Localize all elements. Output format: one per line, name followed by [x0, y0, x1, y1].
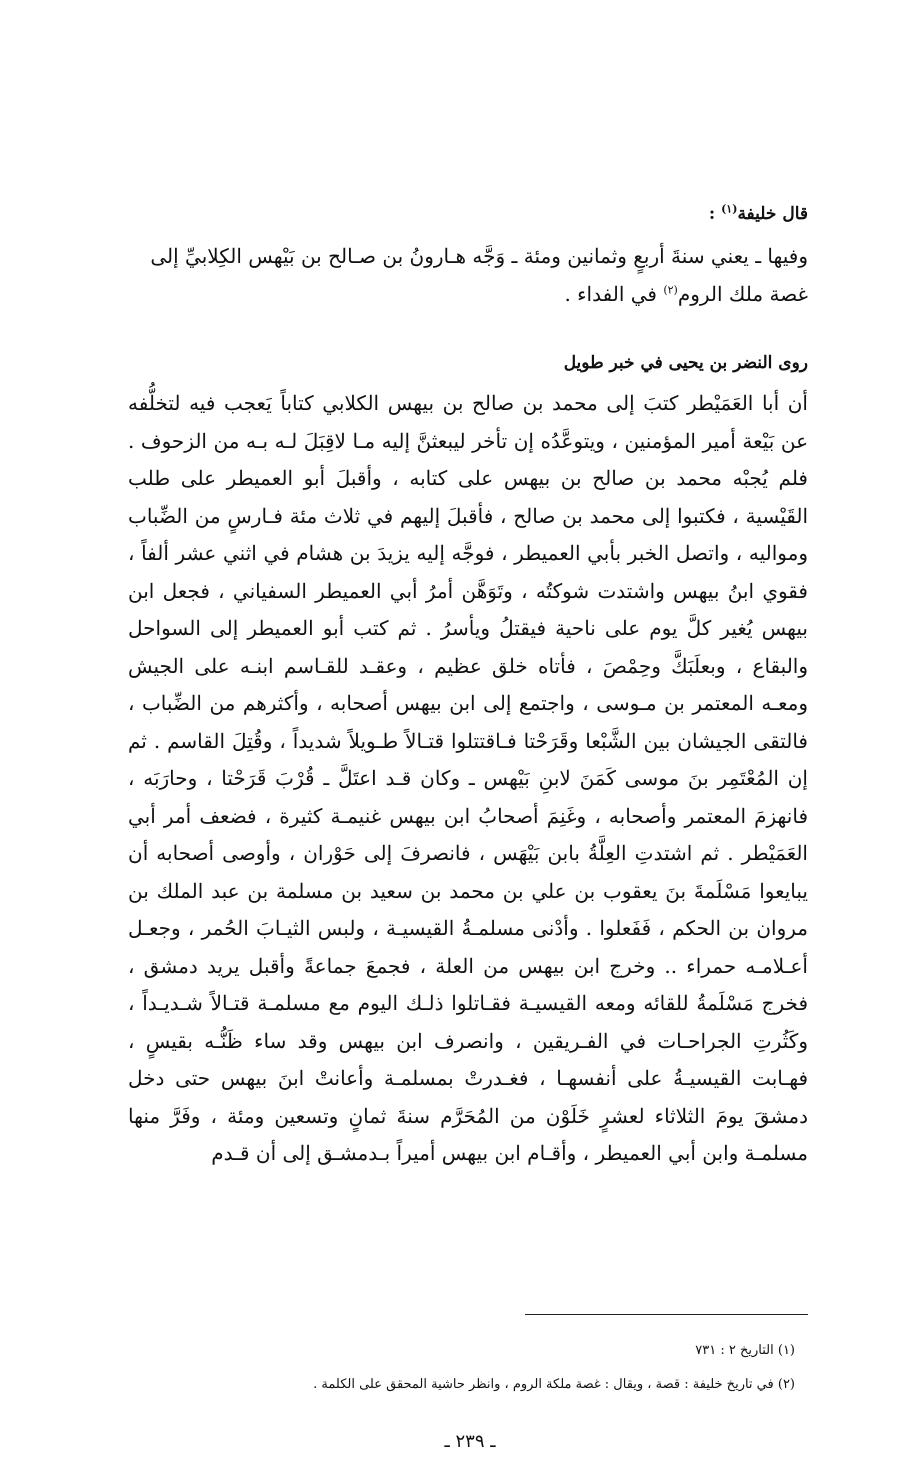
intro-line-1: وفيها ـ يعني سنةَ أربعٍ وثمانين ومئة ـ وَجَّه هـارونُ بن صـالح بن بَيْهس الكِلابيِّ إلى	[150, 244, 808, 268]
spacer	[128, 313, 808, 349]
intro-line-2-tail: في الفداء .	[564, 281, 664, 306]
intro-line-2-text: غصة ملك الروم	[677, 281, 808, 306]
header-text: قال خليفة	[737, 204, 808, 224]
main-text	[128, 200, 808, 1173]
footnote-ref-2: (٢)	[663, 282, 678, 296]
footnote-ref-1: (١)	[721, 202, 738, 216]
body-paragraph: أن أبا العَمَيْطر كتبَ إلى محمد بن صالح بن بيهس الكلابي كتاباً يَعجب فيه لتخلُّفه عن بَيْعة أمير المؤمنين ، ويتوعَّدُه إن تأخر ليبعثنَّ إليه مـا لاقِبَلَ لـه بـه من الزحوف . فلم يُجبْه محمد بن صالح بن بيهس على كتابه ، وأقبلَ أبو العميطر على طلب القَيْسية ، فكتبوا إلى محمد بن صالح ، فأقبلَ إليهم في ثلاث مئة فـارسٍ من الضِّباب ومواليه ، واتصل الخبر بأبي العميطر ، فوجَّه إليه يزيدَ بن هشام في اثني عشر ألفاً ، فقوي ابنُ بيهس واشتدت شوكتُه ، وتَوَهَّن أمرُ أبي العميطر السفياني ، فجعل ابن بيهس يُغير كلَّ يوم على ناحية فيقتلُ ويأسرُ . ثم كتب أبو العميطر إلى السواحل والبقاع ، وبعلَبَكَّ وحِمْصَ ، فأتاه خلق عظيم ، وعقـد للقـاسم ابنـه على الجيش ومعـه المعتمر بن مـوسى ، واجتمع إلى ابن بيهس أصحابه ، وأكثرهم من الضِّباب ، فالتقى الجيشان بين الشَّبْعا وقَرَحْتا فـاقتتلوا قتـالاً طـويلاً شديداً ، وقُتِلَ القاسم . ثم إن المُعْتَمِر بنَ موسى كَمَنَ لابنِ بَيْهس ـ وكان قـد اعتَلَّ ـ قُرْبَ قَرَحْتا ، وحارَبَه ، فانهزمَ المعتمر وأصحابه ، وغَنِمَ أصحابُ ابن بيهس غنيمـة كثيرة ، فضعف أمر أبي العَمَيْطر . ثم اشتدتِ العِلَّةُ بابن بَيْهَس ، فانصرفَ إلى حَوْران ، وأوصى أصحابه أن يبايعوا مَسْلَمةَ بنَ يعقوب بن علي بن محمد بن سعيد بن مسلمة بن عبد الملك بن مروان بن الحكم ، فَفَعلوا . وأدْنى مسلمـةُ القيسيـة ، ولبس الثيـابَ الحُمر ، وجعـل أعـلامـه حمراء .. وخرج ابن بيهس من العلة ، فجمعَ جماعةً وأقبل يريد دمشق ، فخرج مَسْلَمةُ للقائه ومعه القيسيـة فقـاتلوا ذلـك اليوم مع مسلمـة قتـالاً شـديـداً ، وكَثُرتِ الجراحـات في الفـريقين ، وانصرف ابن بيهس وقد ساء ظَنُّـه بقيسٍ ، فهـابت القيسيـةُ على أنفسهـا ، فغـدرتْ بمسلمـة وأعانتْ ابنَ بيهس حتى دخل دمشقَ يومَ الثلاثاء لعشرٍ خَلَوْن من المُحَرَّم سنةَ ثمانٍ وتسعين ومئة ، وفَرَّ منها مسلمـة وابن أبي العميطر ، وأقـام ابن بيهس أميراً بـدمشـق إلى أن قـدم	[128, 391, 808, 1165]
page-number: ـ ٢٣٩ ـ	[444, 1431, 496, 1452]
footnotes	[150, 1334, 795, 1402]
header-line	[128, 200, 808, 228]
narrator-line: روى النضر بن يحيى في خبر طويل	[563, 353, 808, 373]
intro-line-2	[128, 276, 808, 314]
footnote-1: (١) التاريخ ٢ : ٧٣١	[695, 1343, 795, 1358]
header-suffix: :	[708, 204, 722, 224]
footnote-divider	[525, 1314, 808, 1315]
footnote-2: (٢) في تاريخ خليفة : قصة ، ويقال : غصة ملكة الروم ، وانظر حاشية المحقق على الكلمة .	[313, 1377, 795, 1392]
